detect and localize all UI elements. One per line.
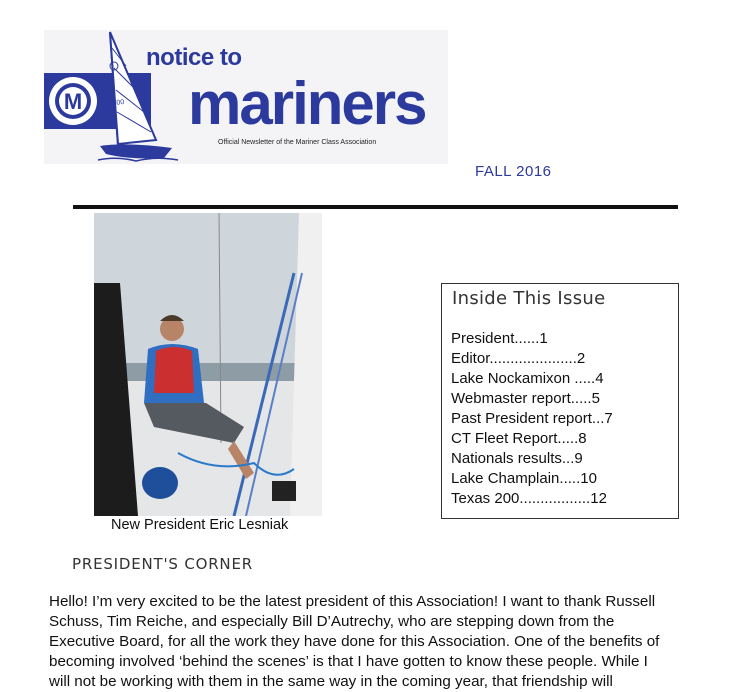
article-body [49,592,729,692]
logo-letter: M [63,89,83,114]
toc-title: Inside This Issue [452,288,606,309]
toc-item: Texas 200.................12 [451,490,607,507]
photo-caption: New President Eric Lesniak [111,517,289,533]
toc-item: President......1 [451,330,548,347]
article-line: Schuss, Tim Reiche, and especially Bill D’Autrechy, who are stepping down from the [49,613,615,630]
mariner-logo-icon [46,74,100,128]
sail-number: 1000 [108,98,125,108]
article-line: becoming involved ‘behind the scenes’ is that I have gotten to know these people. While I [49,653,648,670]
masthead-tagline: Official Newsletter of the Mariner Class Association [218,139,377,146]
toc-item: Lake Champlain.....10 [451,470,597,487]
toc-item: Lake Nockamixon .....4 [451,370,604,387]
article-line: will not be working with them in the same way in the coming year, that friendship will [49,673,613,690]
section-heading: PRESIDENT'S CORNER [72,555,253,573]
table-of-contents [441,283,679,519]
toc-item: Webmaster report.....5 [451,390,600,407]
toc-list [451,329,613,509]
masthead-title: mariners [188,70,426,137]
article-line: Hello! I’m very excited to be the latest president of this Association! I want to thank Russell [49,593,656,610]
masthead-title-small: notice to [146,44,242,71]
toc-item: CT Fleet Report.....8 [451,430,587,447]
toc-item: Past President report...7 [451,410,613,427]
header-divider [73,205,678,209]
article-line: Executive Board, for all the work they have done for this Association. One of the benefits of [49,633,660,650]
toc-item: Editor.....................2 [451,350,586,367]
toc-item: Nationals results...9 [451,450,583,467]
president-photo [94,213,322,516]
issue-date: FALL 2016 [475,163,552,180]
